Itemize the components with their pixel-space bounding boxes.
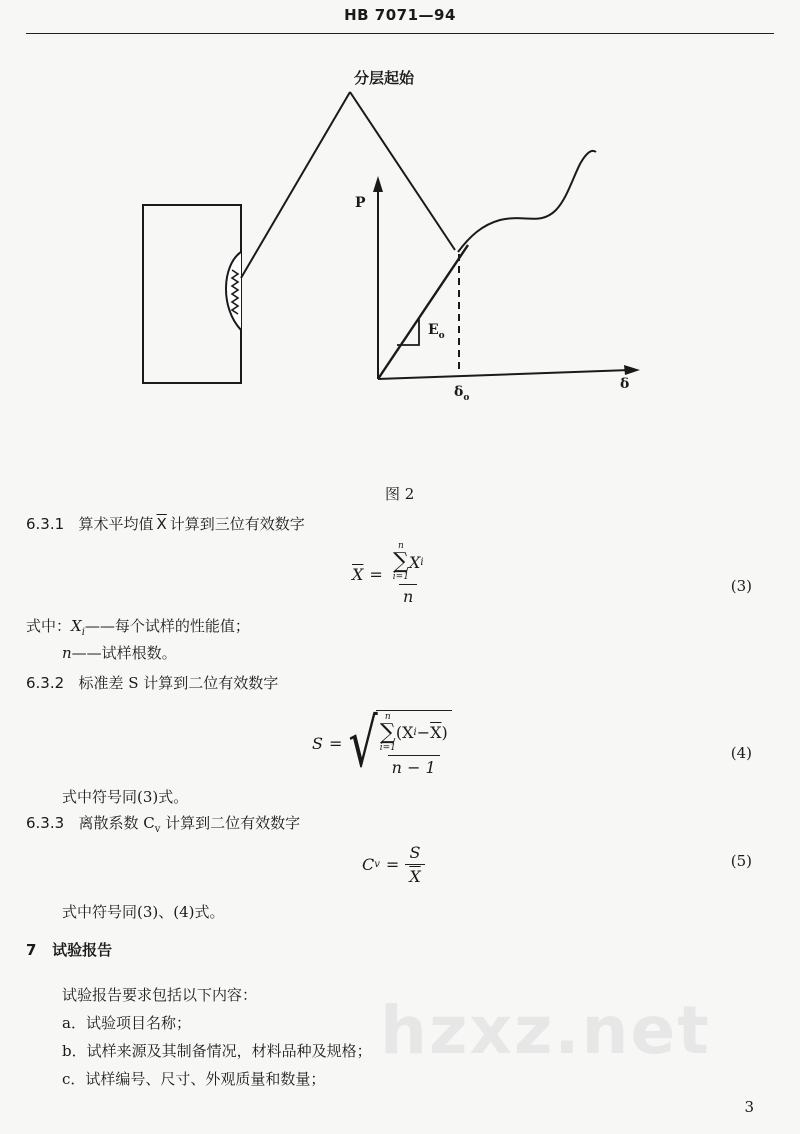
equation-4-note: 式中符号同(3)式。 <box>62 788 189 806</box>
figure-caption: 图 2 <box>385 485 415 503</box>
page-number: 3 <box>744 1098 754 1116</box>
equation-5-note: 式中符号同(3)、(4)式。 <box>62 903 225 921</box>
equation-5: C v = $\frac{S}{X}$ <box>362 836 425 892</box>
section-7-intro: 试验报告要求包括以下内容： <box>62 986 258 1004</box>
equation-3: $\overline{X}$ = n ∑ i=1 X i n <box>352 541 424 606</box>
p-axis-label: P <box>355 195 366 211</box>
leader-line-right <box>350 92 455 250</box>
leader-line-left <box>241 92 350 278</box>
equation-3-number: (3) <box>730 577 752 595</box>
report-item-a: a．试验项目名称； <box>62 1014 191 1032</box>
section-6-3-3: 6.3.3 离散系数 $C_v$ 计算到二位有效数字 <box>26 814 301 835</box>
load-curve-nonlinear <box>458 151 596 252</box>
report-item-b: b．试样来源及其制备情况，材料品种及规格； <box>62 1042 372 1060</box>
document-code: HB 7071—94 <box>344 6 456 24</box>
section-6-3-1: 6.3.1 算术平均值 $\overline{X}$ 计算到三位有效数字 <box>26 515 305 533</box>
equation-3-where-xi: 式中：$X_i——$每个试样的性能值； <box>26 617 250 638</box>
watermark: hzxz.net <box>380 992 711 1069</box>
section-6-3-2: 6.3.2 标准差 S 计算到二位有效数字 <box>26 674 279 692</box>
equation-5-number: (5) <box>730 852 752 870</box>
delta-axis-label: δ <box>620 376 630 392</box>
delta-axis <box>378 370 630 379</box>
equation-4-number: (4) <box>730 744 752 762</box>
load-curve-linear <box>378 245 468 379</box>
figure-2-diagram <box>0 40 800 460</box>
equation-4: S = √ n ∑ i=1 (X i − $\overline{X}$ ) n − 1 <box>312 703 452 783</box>
delta-axis-arrow <box>624 365 640 375</box>
delamination-bulge <box>226 252 241 330</box>
modulus-label: $E_o$ <box>428 322 445 341</box>
equation-3-where-n: n——试样根数。 <box>62 644 177 662</box>
p-axis-arrow <box>373 176 383 192</box>
header-rule <box>26 33 774 34</box>
report-item-c: c．试样编号、尺寸、外观质量和数量； <box>62 1070 326 1088</box>
section-7-heading: 7 试验报告 <box>26 941 113 959</box>
delta0-label: $\delta_o$ <box>454 384 470 403</box>
delamination-start-label: 分层起始 <box>354 69 415 87</box>
